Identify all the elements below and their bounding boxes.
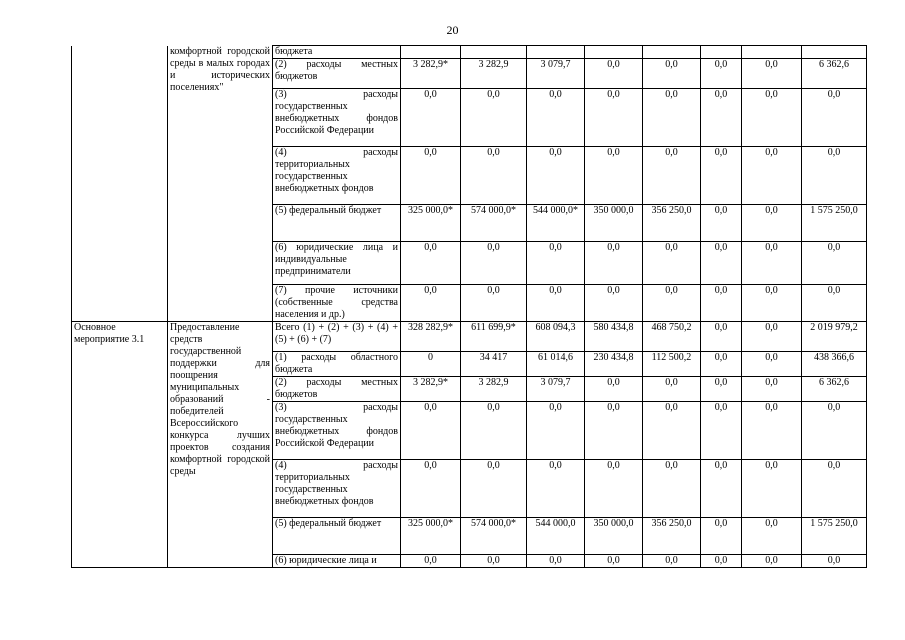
value-cell: 0,0 [401, 285, 461, 322]
value-cell: 61 014,6 [527, 352, 585, 377]
value-cell: 0,0 [643, 59, 701, 89]
value-cell: 350 000,0 [585, 205, 643, 242]
value-cell: 3 079,7 [527, 59, 585, 89]
value-cell: 3 079,7 [527, 377, 585, 402]
funding-source-cell: (1) расходы областного бюджета [273, 352, 401, 377]
value-cell: 0,0 [461, 555, 527, 568]
value-cell: 356 250,0 [643, 205, 701, 242]
value-cell: 230 434,8 [585, 352, 643, 377]
value-cell: 0,0 [701, 322, 742, 352]
value-cell: 0,0 [401, 460, 461, 518]
value-cell: 0,0 [461, 147, 527, 205]
funding-source-cell: (3) расходы государственных внебюджетных фондов Российской Федерации [273, 89, 401, 147]
funding-source-cell: (5) федеральный бюджет [273, 205, 401, 242]
value-cell: 0,0 [701, 377, 742, 402]
value-cell [401, 46, 461, 59]
value-cell: 0,0 [802, 402, 867, 460]
value-cell: 0,0 [643, 555, 701, 568]
value-cell: 0,0 [401, 555, 461, 568]
value-cell [742, 46, 802, 59]
table-body [72, 46, 867, 568]
value-cell: 2 019 979,2 [802, 322, 867, 352]
value-cell: 0,0 [701, 59, 742, 89]
value-cell: 608 094,3 [527, 322, 585, 352]
value-cell: 0,0 [802, 285, 867, 322]
value-cell: 0,0 [701, 242, 742, 285]
value-cell: 0,0 [742, 89, 802, 147]
value-cell: 0,0 [742, 460, 802, 518]
value-cell: 544 000,0 [527, 518, 585, 555]
value-cell: 0,0 [527, 460, 585, 518]
value-cell: 0,0 [742, 352, 802, 377]
value-cell: 1 575 250,0 [802, 518, 867, 555]
value-cell: 0,0 [701, 402, 742, 460]
value-cell: 0,0 [585, 59, 643, 89]
value-cell: 0,0 [742, 59, 802, 89]
event-description-cell: комфортной городской среды в малых городах и исторических поселениях" [168, 46, 273, 322]
value-cell: 0,0 [461, 89, 527, 147]
value-cell: 0,0 [802, 555, 867, 568]
value-cell: 0,0 [643, 402, 701, 460]
value-cell: 0,0 [401, 242, 461, 285]
value-cell: 1 575 250,0 [802, 205, 867, 242]
value-cell: 0,0 [742, 322, 802, 352]
event-description-cell: Предоставление средств государственной поддержки для поощрения муниципальных образований - победителей Всероссийского конкурса лучших проектов создания комфортной городской среды [168, 322, 273, 568]
value-cell [527, 46, 585, 59]
value-cell: 0,0 [643, 460, 701, 518]
funding-source-cell: (4) расходы территориальных государственных внебюджетных фондов [273, 147, 401, 205]
value-cell: 0,0 [742, 555, 802, 568]
value-cell: 0,0 [802, 460, 867, 518]
value-cell: 0,0 [527, 89, 585, 147]
value-cell: 0,0 [802, 147, 867, 205]
table-row [72, 46, 867, 59]
value-cell: 0,0 [643, 242, 701, 285]
value-cell: 3 282,9 [461, 377, 527, 402]
value-cell: 0,0 [802, 89, 867, 147]
value-cell: 0,0 [585, 377, 643, 402]
value-cell: 468 750,2 [643, 322, 701, 352]
funding-source-cell: (4) расходы территориальных государственных внебюджетных фондов [273, 460, 401, 518]
value-cell: 356 250,0 [643, 518, 701, 555]
value-cell: 0,0 [742, 205, 802, 242]
value-cell: 0,0 [643, 89, 701, 147]
value-cell: 574 000,0* [461, 518, 527, 555]
value-cell: 0,0 [585, 285, 643, 322]
main-event-cell: Основное мероприятие 3.1 [72, 322, 168, 568]
value-cell: 0,0 [401, 147, 461, 205]
value-cell: 580 434,8 [585, 322, 643, 352]
value-cell: 611 699,9* [461, 322, 527, 352]
value-cell: 0,0 [527, 402, 585, 460]
value-cell [701, 46, 742, 59]
value-cell: 0,0 [461, 460, 527, 518]
funding-source-cell: (3) расходы государственных внебюджетных фондов Российской Федерации [273, 402, 401, 460]
funding-source-cell: Всего (1) + (2) + (3) + (4) + (5) + (6) + (7) [273, 322, 401, 352]
value-cell [643, 46, 701, 59]
value-cell: 0,0 [401, 402, 461, 460]
value-cell: 6 362,6 [802, 377, 867, 402]
funding-source-cell: бюджета [273, 46, 401, 59]
value-cell: 350 000,0 [585, 518, 643, 555]
value-cell: 0,0 [742, 242, 802, 285]
value-cell [585, 46, 643, 59]
value-cell: 0 [401, 352, 461, 377]
value-cell: 0,0 [527, 555, 585, 568]
value-cell: 0,0 [461, 285, 527, 322]
value-cell: 0,0 [742, 518, 802, 555]
value-cell: 438 366,6 [802, 352, 867, 377]
value-cell: 0,0 [585, 89, 643, 147]
funding-source-cell: (5) федеральный бюджет [273, 518, 401, 555]
value-cell: 0,0 [643, 285, 701, 322]
value-cell: 0,0 [585, 402, 643, 460]
value-cell: 0,0 [643, 147, 701, 205]
value-cell: 3 282,9* [401, 59, 461, 89]
funding-source-cell: (7) прочие источники (собственные средства населения и др.) [273, 285, 401, 322]
value-cell: 0,0 [527, 147, 585, 205]
value-cell: 325 000,0* [401, 518, 461, 555]
page-number: 20 [446, 23, 459, 37]
value-cell: 325 000,0* [401, 205, 461, 242]
budget-table [71, 45, 867, 568]
value-cell: 34 417 [461, 352, 527, 377]
value-cell: 0,0 [701, 460, 742, 518]
value-cell: 0,0 [461, 242, 527, 285]
value-cell: 0,0 [701, 147, 742, 205]
value-cell: 0,0 [585, 147, 643, 205]
value-cell: 3 282,9 [461, 59, 527, 89]
value-cell: 0,0 [527, 285, 585, 322]
value-cell: 0,0 [701, 352, 742, 377]
value-cell: 6 362,6 [802, 59, 867, 89]
table-row [72, 322, 867, 352]
value-cell: 0,0 [742, 285, 802, 322]
value-cell: 0,0 [802, 242, 867, 285]
funding-source-cell: (2) расходы местных бюджетов [273, 59, 401, 89]
value-cell: 544 000,0* [527, 205, 585, 242]
value-cell: 574 000,0* [461, 205, 527, 242]
value-cell [802, 46, 867, 59]
value-cell: 0,0 [643, 377, 701, 402]
value-cell: 3 282,9* [401, 377, 461, 402]
value-cell: 0,0 [742, 402, 802, 460]
value-cell: 112 500,2 [643, 352, 701, 377]
value-cell: 0,0 [742, 377, 802, 402]
value-cell: 0,0 [701, 555, 742, 568]
value-cell [461, 46, 527, 59]
value-cell: 0,0 [701, 89, 742, 147]
value-cell: 0,0 [701, 285, 742, 322]
value-cell: 0,0 [585, 460, 643, 518]
funding-source-cell: (6) юридические лица и индивидуальные предприниматели [273, 242, 401, 285]
funding-source-cell: (2) расходы местных бюджетов [273, 377, 401, 402]
value-cell: 0,0 [585, 555, 643, 568]
value-cell: 0,0 [527, 242, 585, 285]
value-cell: 328 282,9* [401, 322, 461, 352]
value-cell: 0,0 [742, 147, 802, 205]
value-cell: 0,0 [585, 242, 643, 285]
value-cell: 0,0 [401, 89, 461, 147]
value-cell: 0,0 [461, 402, 527, 460]
value-cell: 0,0 [701, 518, 742, 555]
value-cell: 0,0 [701, 205, 742, 242]
main-event-cell [72, 46, 168, 322]
funding-source-cell: (6) юридические лица и [273, 555, 401, 568]
